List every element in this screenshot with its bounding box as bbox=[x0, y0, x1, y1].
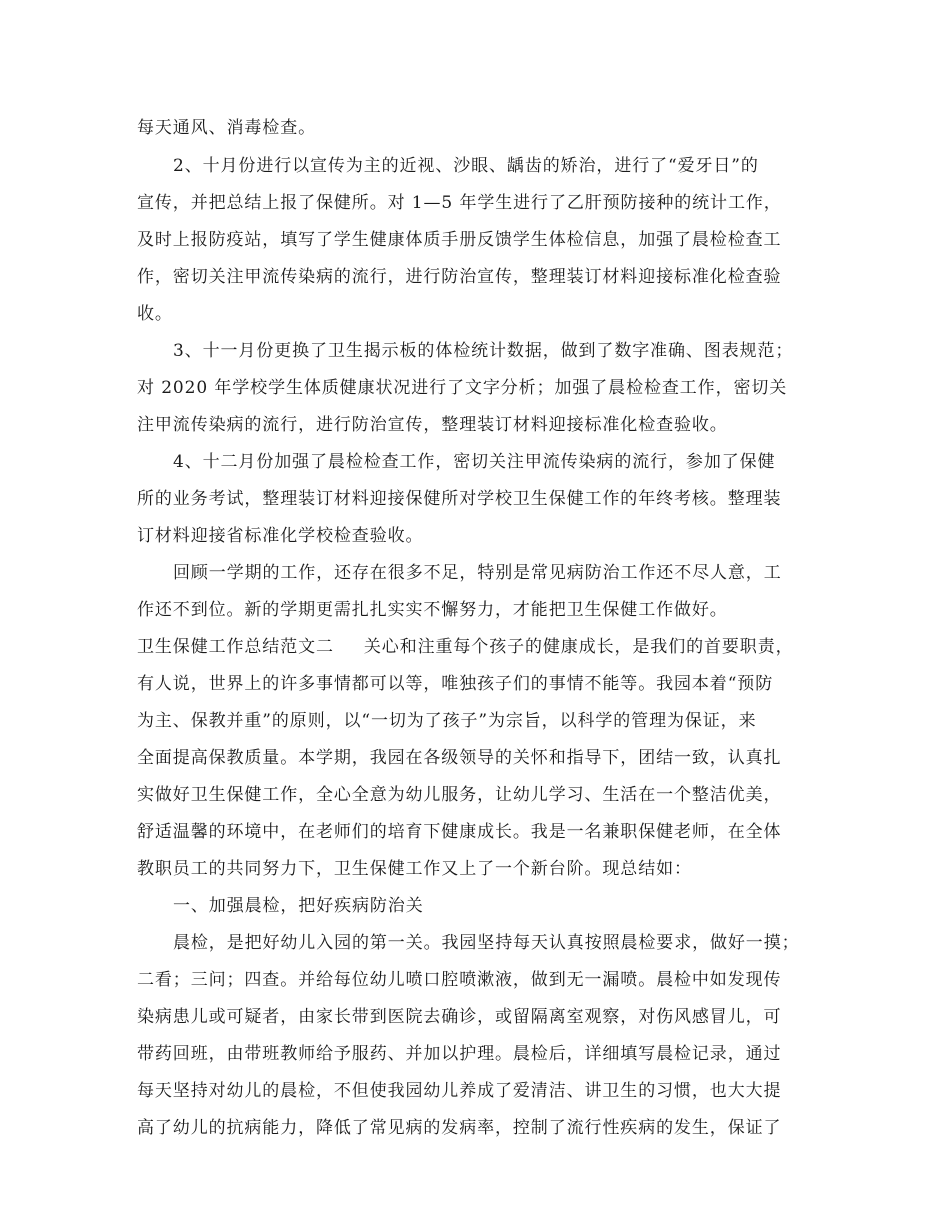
text-line: 实做好卫生保健工作，全心全意为幼儿服务，让幼儿学习、生活在一个整洁优美， bbox=[137, 785, 782, 805]
text-line: 舒适温馨的环境中，在老师们的培育下健康成长。我是一名兼职保健老师，在全体 bbox=[137, 822, 782, 842]
text-line: 注甲流传染病的流行，进行防治宣传，整理装订材料迎接标准化检查验收。 bbox=[137, 415, 728, 435]
text-line: 收。 bbox=[137, 304, 173, 324]
subheading: 一、加强晨检，把好疾病防治关 bbox=[173, 896, 424, 916]
text-line: 高了幼儿的抗病能力，降低了常见病的发病率，控制了流行性疾病的发生，保证了 bbox=[137, 1118, 782, 1138]
text-line: 染病患儿或可疑者，由家长带到医院去确诊，或留隔离室观察，对伤风感冒儿，可 bbox=[137, 1007, 782, 1027]
text-line: 对 2020 年学校学生体质健康状况进行了文字分析；加强了晨检检查工作，密切关 bbox=[137, 378, 788, 398]
paragraph-item-2: 2、十月份进行以宣传为主的近视、沙眼、龋齿的矫治，进行了“爱牙日”的 bbox=[173, 156, 759, 176]
text-line: 作，密切关注甲流传染病的流行，进行防治宣传，整理装订材料迎接标准化检查验 bbox=[137, 267, 782, 287]
section-intro: 关心和注重每个孩子的健康成长，是我们的首要职责， bbox=[363, 637, 794, 657]
text-line: 带药回班，由带班教师给予服药、并加以护理。晨检后，详细填写晨检记录，通过 bbox=[137, 1044, 782, 1064]
paragraph-item-4: 4、十二月份加强了晨检检查工作，密切关注甲流传染病的流行，参加了保健 bbox=[173, 452, 776, 472]
text-line: 及时上报防疫站，填写了学生健康体质手册反馈学生体检信息，加强了晨检检查工 bbox=[137, 230, 782, 250]
paragraph-morning-check: 晨检，是把好幼儿入园的第一关。我园坚持每天认真按照晨检要求，做好一摸； bbox=[173, 933, 800, 953]
section-title: 卫生保健工作总结范文二 bbox=[137, 637, 334, 657]
text-line: 每天坚持对幼儿的晨检，不但使我园幼儿养成了爱清洁、讲卫生的习惯，也大大提 bbox=[137, 1081, 782, 1101]
text-line: 作还不到位。新的学期更需扎扎实实不懈努力，才能把卫生保健工作做好。 bbox=[137, 600, 728, 620]
text-line: 宣传，并把总结上报了保健所。对 1—5 年学生进行了乙肝预防接种的统计工作， bbox=[137, 193, 782, 213]
text-line: 所的业务考试，整理装订材料迎接保健所对学校卫生保健工作的年终考核。整理装 bbox=[137, 489, 782, 509]
text-line: 二看；三问；四查。并给每位幼儿喷口腔喷漱液，做到无一漏喷。晨检中如发现传 bbox=[137, 970, 782, 990]
text-line: 为主、保教并重”的原则，以“一切为了孩子”为宗旨，以科学的管理为保证，来 bbox=[137, 711, 757, 731]
section-title-line bbox=[137, 636, 827, 658]
paragraph-review: 回顾一学期的工作，还存在很多不足，特别是常见病防治工作还不尽人意，工 bbox=[173, 563, 782, 583]
text-line: 每天通风、消毒检查。 bbox=[137, 118, 316, 138]
text-line: 有人说，世界上的许多事情都可以等，唯独孩子们的事情不能等。我园本着“预防 bbox=[137, 674, 774, 694]
paragraph-item-3: 3、十一月份更换了卫生揭示板的体检统计数据，做到了数字准确、图表规范； bbox=[173, 341, 794, 361]
text-line: 订材料迎接省标准化学校检查验收。 bbox=[137, 526, 424, 546]
text-line: 全面提高保教质量。本学期，我园在各级领导的关怀和指导下，团结一致，认真扎 bbox=[137, 748, 782, 768]
text-line: 教职员工的共同努力下，卫生保健工作又上了一个新台阶。现总结如： bbox=[137, 859, 692, 879]
